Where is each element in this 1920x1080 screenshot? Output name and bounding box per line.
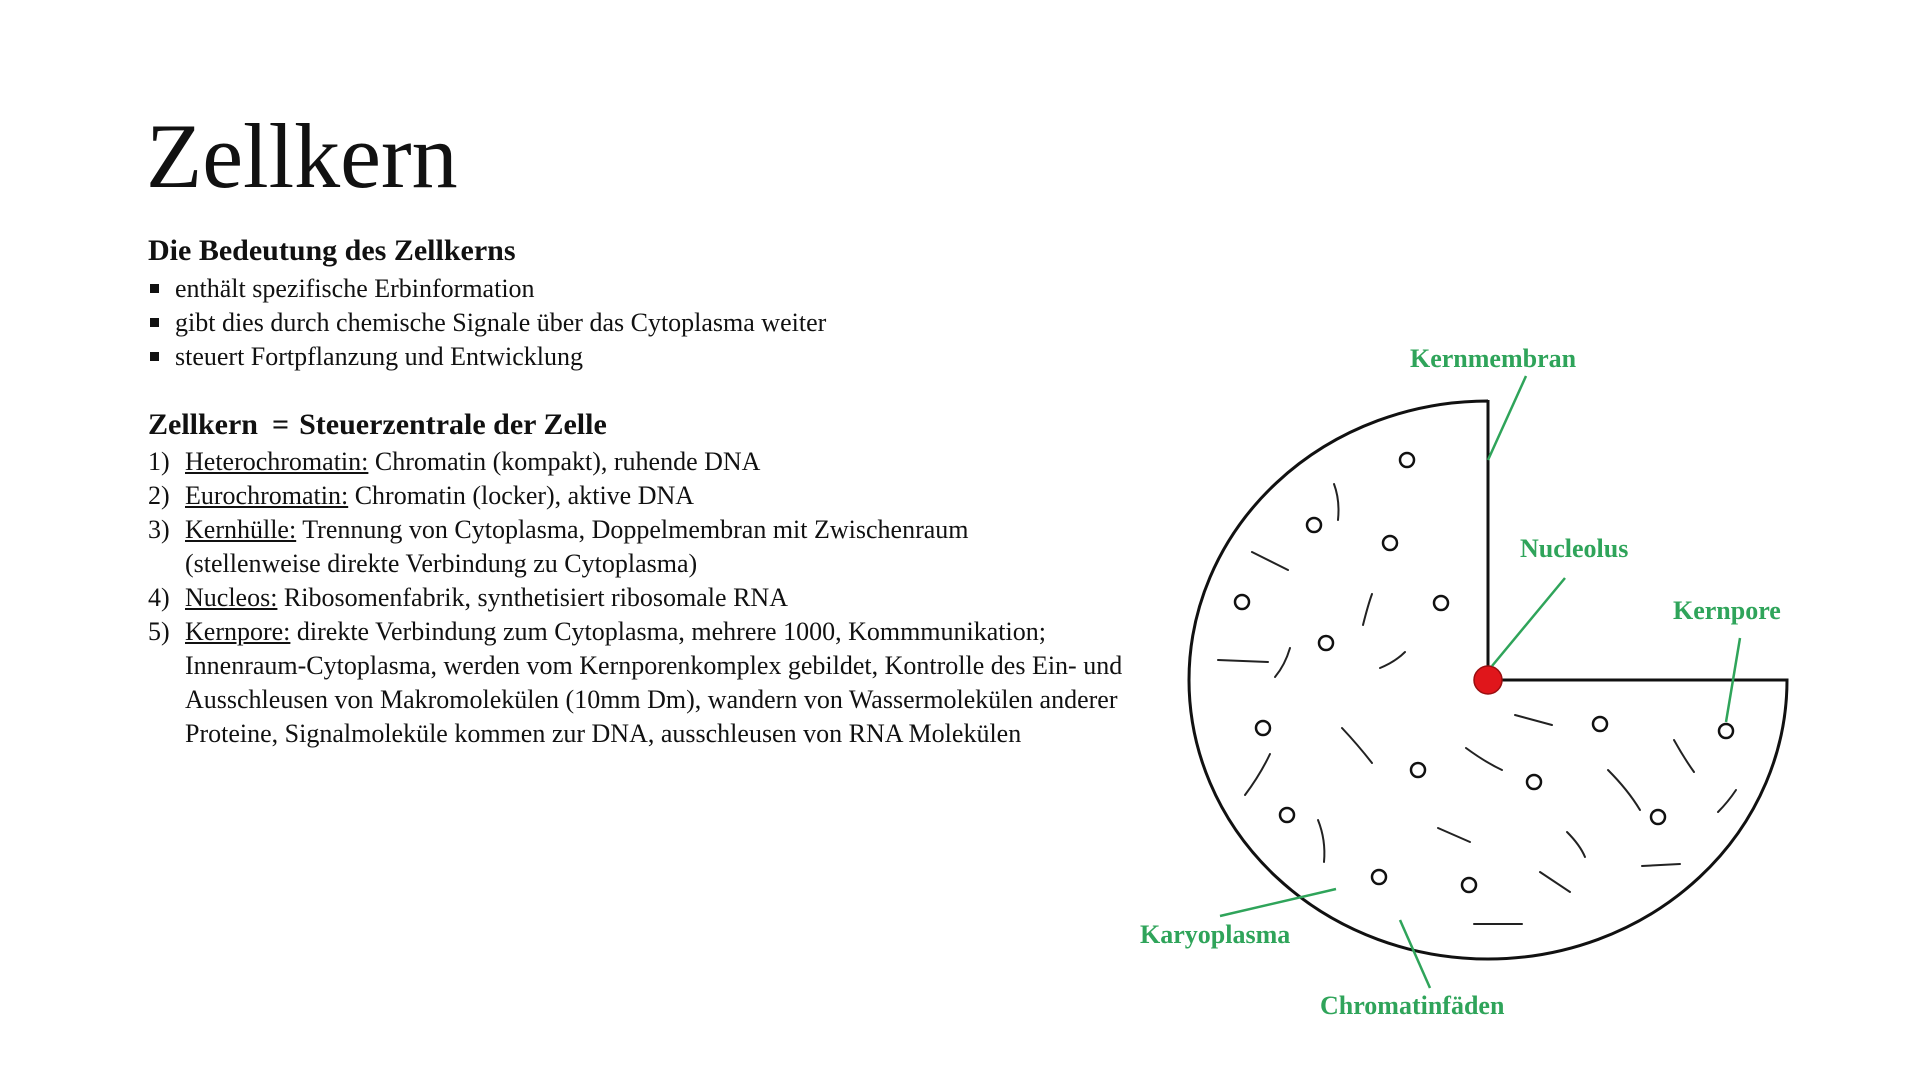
equals-sign: = bbox=[272, 408, 290, 441]
nucleolus-dot bbox=[1474, 666, 1502, 694]
item-text: direkte Verbindung zum Cytoplasma, mehrere 1000, Kommmunikation; Innenraum-Cytoplasma, werden vom Kernporenkomplex gebildet, Kontrolle des Ein- und Ausschleusen von Makromolekülen (10mm Dm), wandern von Wassermolekülen anderer Proteine, Signalmoleküle kommen zur DNA, ausschleusen von RNA Molekülen bbox=[185, 617, 1123, 748]
label-nucleolus: Nucleolus bbox=[1520, 534, 1629, 563]
item-number: 5) bbox=[148, 617, 170, 646]
label-karyoplasma: Karyoplasma bbox=[1140, 920, 1291, 949]
list-item bbox=[148, 340, 826, 374]
item-number: 4) bbox=[148, 583, 170, 612]
list-item bbox=[148, 479, 1128, 513]
heading-term: Zellkern bbox=[148, 408, 258, 441]
item-number: 2) bbox=[148, 481, 170, 510]
section-heading-control-center bbox=[148, 410, 607, 440]
page-title: Zellkern bbox=[146, 105, 458, 207]
item-term: Kernpore: bbox=[185, 617, 291, 646]
list-item bbox=[148, 306, 826, 340]
heading-definition: Steuerzentrale der Zelle bbox=[299, 408, 607, 441]
section-heading-importance: Die Bedeutung des Zellkerns bbox=[148, 234, 516, 267]
bullet-text: enthält spezifische Erbinformation bbox=[175, 274, 535, 303]
nucleolus-leader-line bbox=[1492, 578, 1565, 666]
item-number: 3) bbox=[148, 515, 170, 544]
nucleus-diagram bbox=[1100, 320, 1860, 1040]
list-item bbox=[148, 445, 1128, 479]
bullet-text: steuert Fortpflanzung und Entwicklung bbox=[175, 342, 583, 371]
item-term: Eurochromatin: bbox=[185, 481, 349, 510]
item-term: Heterochromatin: bbox=[185, 447, 369, 476]
bullet-square-icon bbox=[150, 352, 159, 361]
bullet-square-icon bbox=[150, 318, 159, 327]
label-kernpore: Kernpore bbox=[1673, 596, 1781, 625]
importance-bullet-list bbox=[148, 272, 826, 374]
item-text: Ribosomenfabrik, synthetisiert ribosomale RNA bbox=[283, 583, 788, 612]
list-item bbox=[148, 581, 1128, 615]
item-number: 1) bbox=[148, 447, 170, 476]
label-kernmembran: Kernmembran bbox=[1410, 344, 1577, 373]
list-item bbox=[148, 615, 1165, 751]
list-item bbox=[148, 513, 1095, 581]
label-chromatinfaeden: Chromatinfäden bbox=[1320, 991, 1505, 1020]
bullet-square-icon bbox=[150, 284, 159, 293]
bullet-text: gibt dies durch chemische Signale über das Cytoplasma weiter bbox=[175, 308, 827, 337]
item-term: Kernhülle: bbox=[185, 515, 297, 544]
list-item bbox=[148, 272, 826, 306]
kernmembran-leader-line bbox=[1488, 376, 1526, 460]
item-text: Trennung von Cytoplasma, Doppelmembran mit Zwischenraum (stellenweise direkte Verbindung zu Cytoplasma) bbox=[185, 515, 969, 578]
item-text: Chromatin (locker), aktive DNA bbox=[354, 481, 695, 510]
item-term: Nucleos: bbox=[185, 583, 278, 612]
nucleus-parts-list bbox=[148, 445, 1128, 751]
item-text: Chromatin (kompakt), ruhende DNA bbox=[374, 447, 761, 476]
